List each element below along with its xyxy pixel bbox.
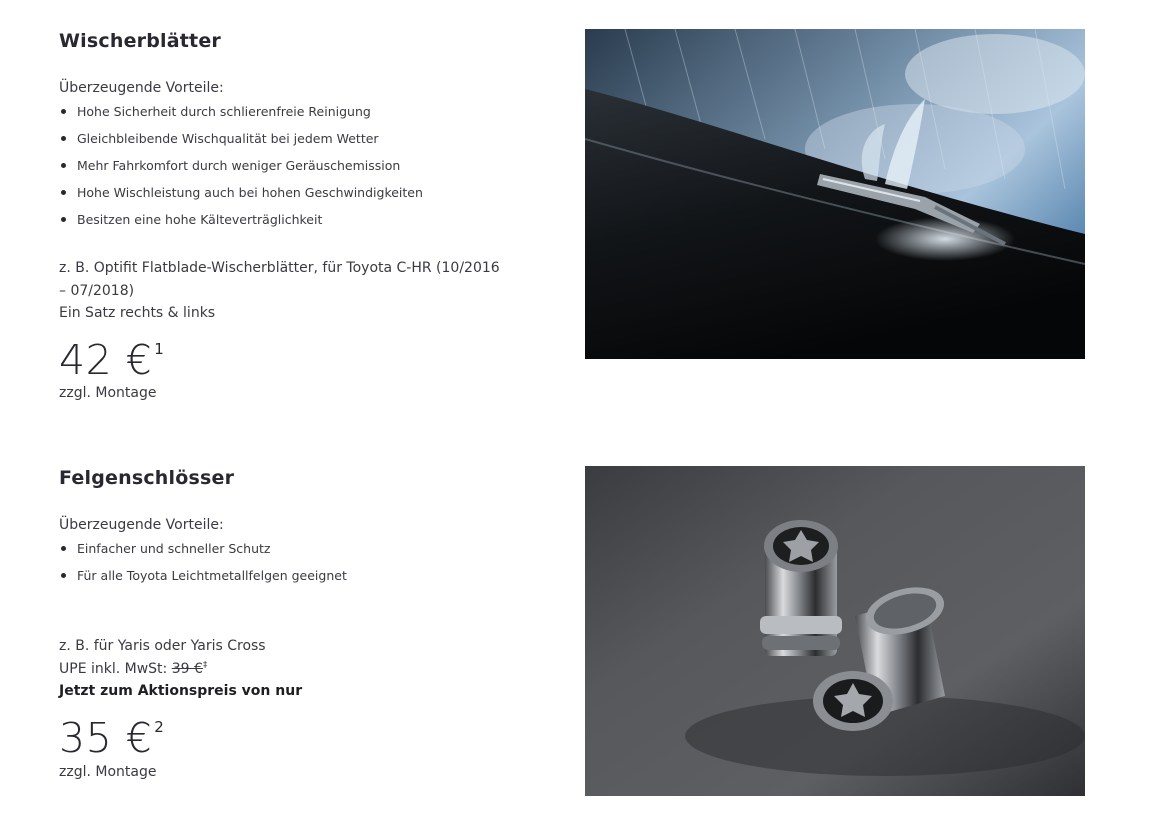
- price-value: 42 €: [59, 336, 153, 384]
- benefit-item: Hohe Wischleistung auch bei hohen Geschwindigkeiten: [59, 179, 423, 206]
- benefits-list: [59, 535, 347, 589]
- promo-text: Jetzt zum Aktionspreis von nur: [59, 683, 303, 699]
- example-line: z. B. Optifit Flatblade-Wischerblätter, für Toyota C-HR (10/2016 – 07/2018): [59, 260, 500, 299]
- example-text: [59, 635, 509, 703]
- benefit-item: Einfacher und schneller Schutz: [59, 535, 347, 562]
- benefits-intro: Überzeugende Vorteile:: [59, 517, 224, 533]
- example-text: [59, 257, 509, 325]
- wiper-blade-rain-image: [585, 29, 1085, 359]
- upe-old-price: 39 €: [171, 660, 203, 677]
- upe-label: UPE inkl. MwSt:: [59, 660, 172, 677]
- benefits-list: [59, 98, 423, 233]
- product-section-wheel-locks: [0, 437, 1150, 833]
- product-title: Wischerblätter: [59, 30, 221, 52]
- benefit-item: Gleichbleibende Wischqualität bei jedem Wetter: [59, 125, 423, 152]
- upe-line: [59, 658, 509, 681]
- benefit-item: Besitzen eine hohe Kälteverträglichkeit: [59, 206, 423, 233]
- price-footnote: 1: [154, 340, 165, 358]
- price-note: zzgl. Montage: [59, 764, 157, 780]
- example-line: z. B. für Yaris oder Yaris Cross: [59, 638, 266, 654]
- price: [59, 714, 164, 762]
- price-footnote: 2: [154, 718, 165, 736]
- price: [59, 336, 164, 384]
- benefit-item: Hohe Sicherheit durch schlierenfreie Reinigung: [59, 98, 423, 125]
- benefit-item: Für alle Toyota Leichtmetallfelgen geeignet: [59, 562, 347, 589]
- example-line: Ein Satz rechts & links: [59, 305, 216, 321]
- benefits-intro: Überzeugende Vorteile:: [59, 80, 224, 96]
- upe-footnote: ‡: [202, 659, 208, 670]
- price-note: zzgl. Montage: [59, 385, 157, 401]
- product-title: Felgenschlösser: [59, 467, 235, 489]
- wheel-lock-nuts-image: [585, 466, 1085, 796]
- benefit-item: Mehr Fahrkomfort durch weniger Geräuschemission: [59, 152, 423, 179]
- price-value: 35 €: [59, 714, 153, 762]
